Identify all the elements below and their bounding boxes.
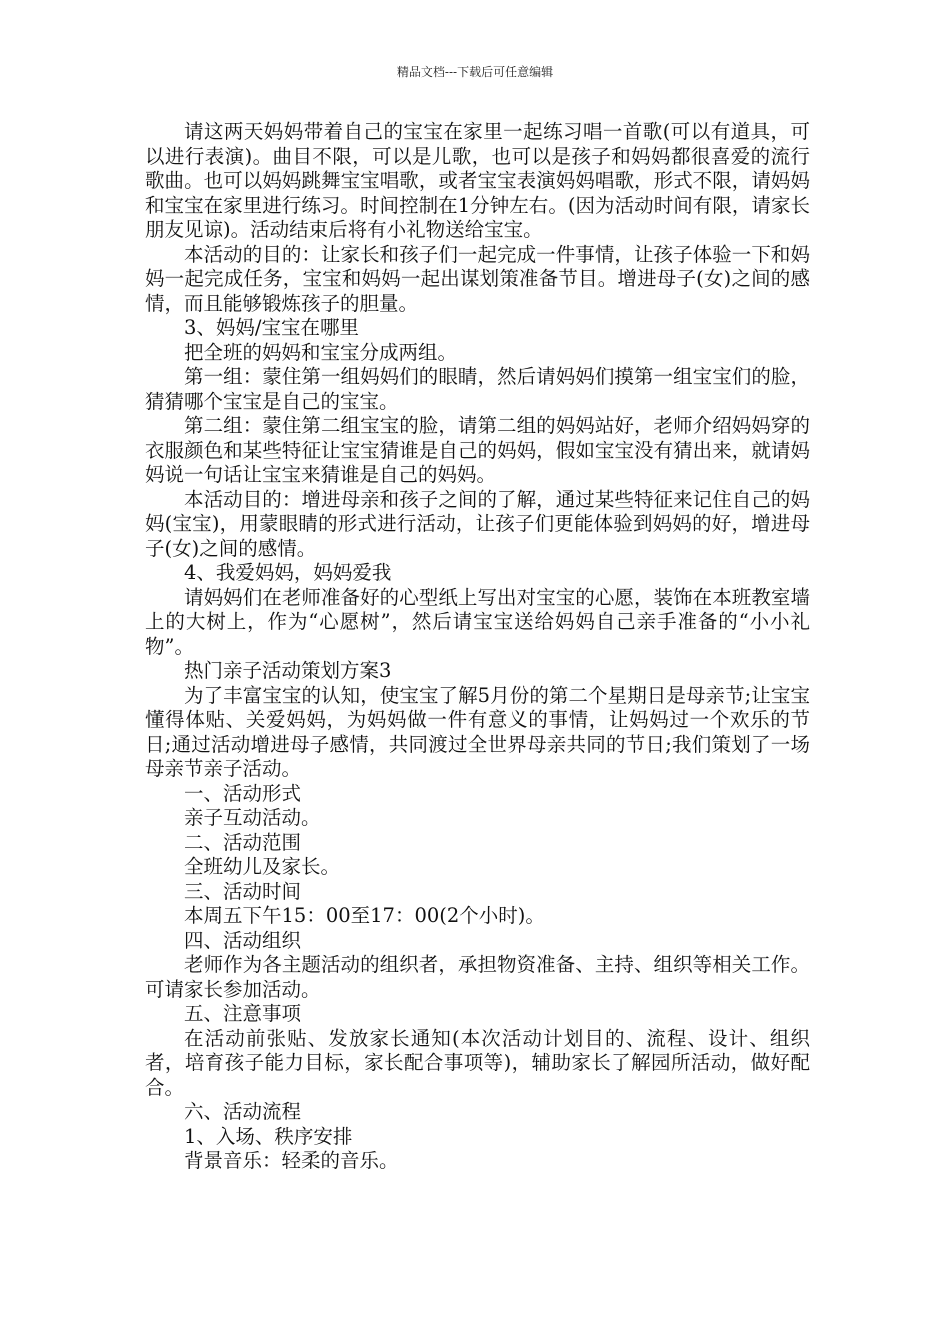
section-heading: 三、活动时间 <box>184 879 302 903</box>
section-heading: 3、妈妈/宝宝在哪里 <box>184 316 359 339</box>
paragraph: 为了丰富宝宝的认知，使宝宝了解5月份的第二个星期日是母亲节;让宝宝懂得体贴、关爱妈妈，为妈妈做一件有意义的事情，让妈妈过一个欢乐的节日;通过活动增进母子感情，共同渡过全世界母亲共同的节日;我们策划了一场母亲节亲子活动。 <box>145 683 810 780</box>
section-heading: 二、活动范围 <box>184 830 302 854</box>
document-body <box>145 120 810 1174</box>
paragraph: 本活动目的：增进母亲和孩子之间的了解，通过某些特征来记住自己的妈妈(宝宝)，用蒙眼睛的形式进行活动，让孩子们更能体验到妈妈的好，增进母子(女)之间的感情。 <box>145 487 810 560</box>
paragraph: 请这两天妈妈带着自己的宝宝在家里一起练习唱一首歌(可以有道具，可以进行表演)。曲目不限，可以是儿歌，也可以是孩子和妈妈都很喜爱的流行歌曲。也可以妈妈跳舞宝宝唱歌，或者宝宝表演妈妈唱歌，形式不限，请妈妈和宝宝在家里进行练习。时间控制在1分钟左右。(因为活动时间有限，请家长朋友见谅)。活动结束后将有小礼物送给宝宝。 <box>145 120 810 241</box>
paragraph: 本周五下午15：00至17：00(2个小时)。 <box>184 904 545 927</box>
paragraph: 把全班的妈妈和宝宝分成两组。 <box>184 340 458 364</box>
paragraph: 第二组：蒙住第二组宝宝的脸，请第二组的妈妈站好，老师介绍妈妈穿的衣服颜色和某些特征让宝宝猜谁是自己的妈妈，假如宝宝没有猜出来，就请妈妈说一句话让宝宝来猜谁是自己的妈妈。 <box>145 414 810 486</box>
section-heading: 1、入场、秩序安排 <box>184 1124 353 1148</box>
section-heading: 四、活动组织 <box>184 928 302 952</box>
page-header: 精品文档---下载后可任意编辑 <box>396 65 554 79</box>
paragraph: 亲子互动活动。 <box>184 806 321 829</box>
paragraph: 在活动前张贴、发放家长通知(本次活动计划目的、流程、设计、组织者，培育孩子能力目标，家长配合事项等)，辅助家长了解园所活动，做好配合。 <box>145 1026 810 1099</box>
section-heading: 五、注意事项 <box>184 1002 302 1025</box>
paragraph: 背景音乐：轻柔的音乐。 <box>184 1149 399 1172</box>
paragraph: 全班幼儿及家长。 <box>184 855 341 878</box>
section-heading: 六、活动流程 <box>184 1100 302 1123</box>
paragraph: 第一组：蒙住第一组妈妈们的眼睛，然后请妈妈们摸第一组宝宝们的脸，猜猜哪个宝宝是自己的宝宝。 <box>145 365 810 413</box>
paragraph: 老师作为各主题活动的组织者，承担物资准备、主持、组织等相关工作。可请家长参加活动。 <box>145 953 810 1001</box>
section-heading: 一、活动形式 <box>184 781 302 805</box>
section-heading: 热门亲子活动策划方案3 <box>184 659 392 682</box>
paragraph: 本活动的目的：让家长和孩子们一起完成一件事情，让孩子体验一下和妈妈一起完成任务，宝宝和妈妈一起出谋划策准备节目。增进母子(女)之间的感情，而且能够锻炼孩子的胆量。 <box>145 242 810 315</box>
paragraph: 请妈妈们在老师准备好的心型纸上写出对宝宝的心愿，装饰在本班教室墙上的大树上，作为“心愿树”，然后请宝宝送给妈妈自己亲手准备的“小小礼物”。 <box>145 585 810 658</box>
section-heading: 4、我爱妈妈，妈妈爱我 <box>184 561 392 584</box>
